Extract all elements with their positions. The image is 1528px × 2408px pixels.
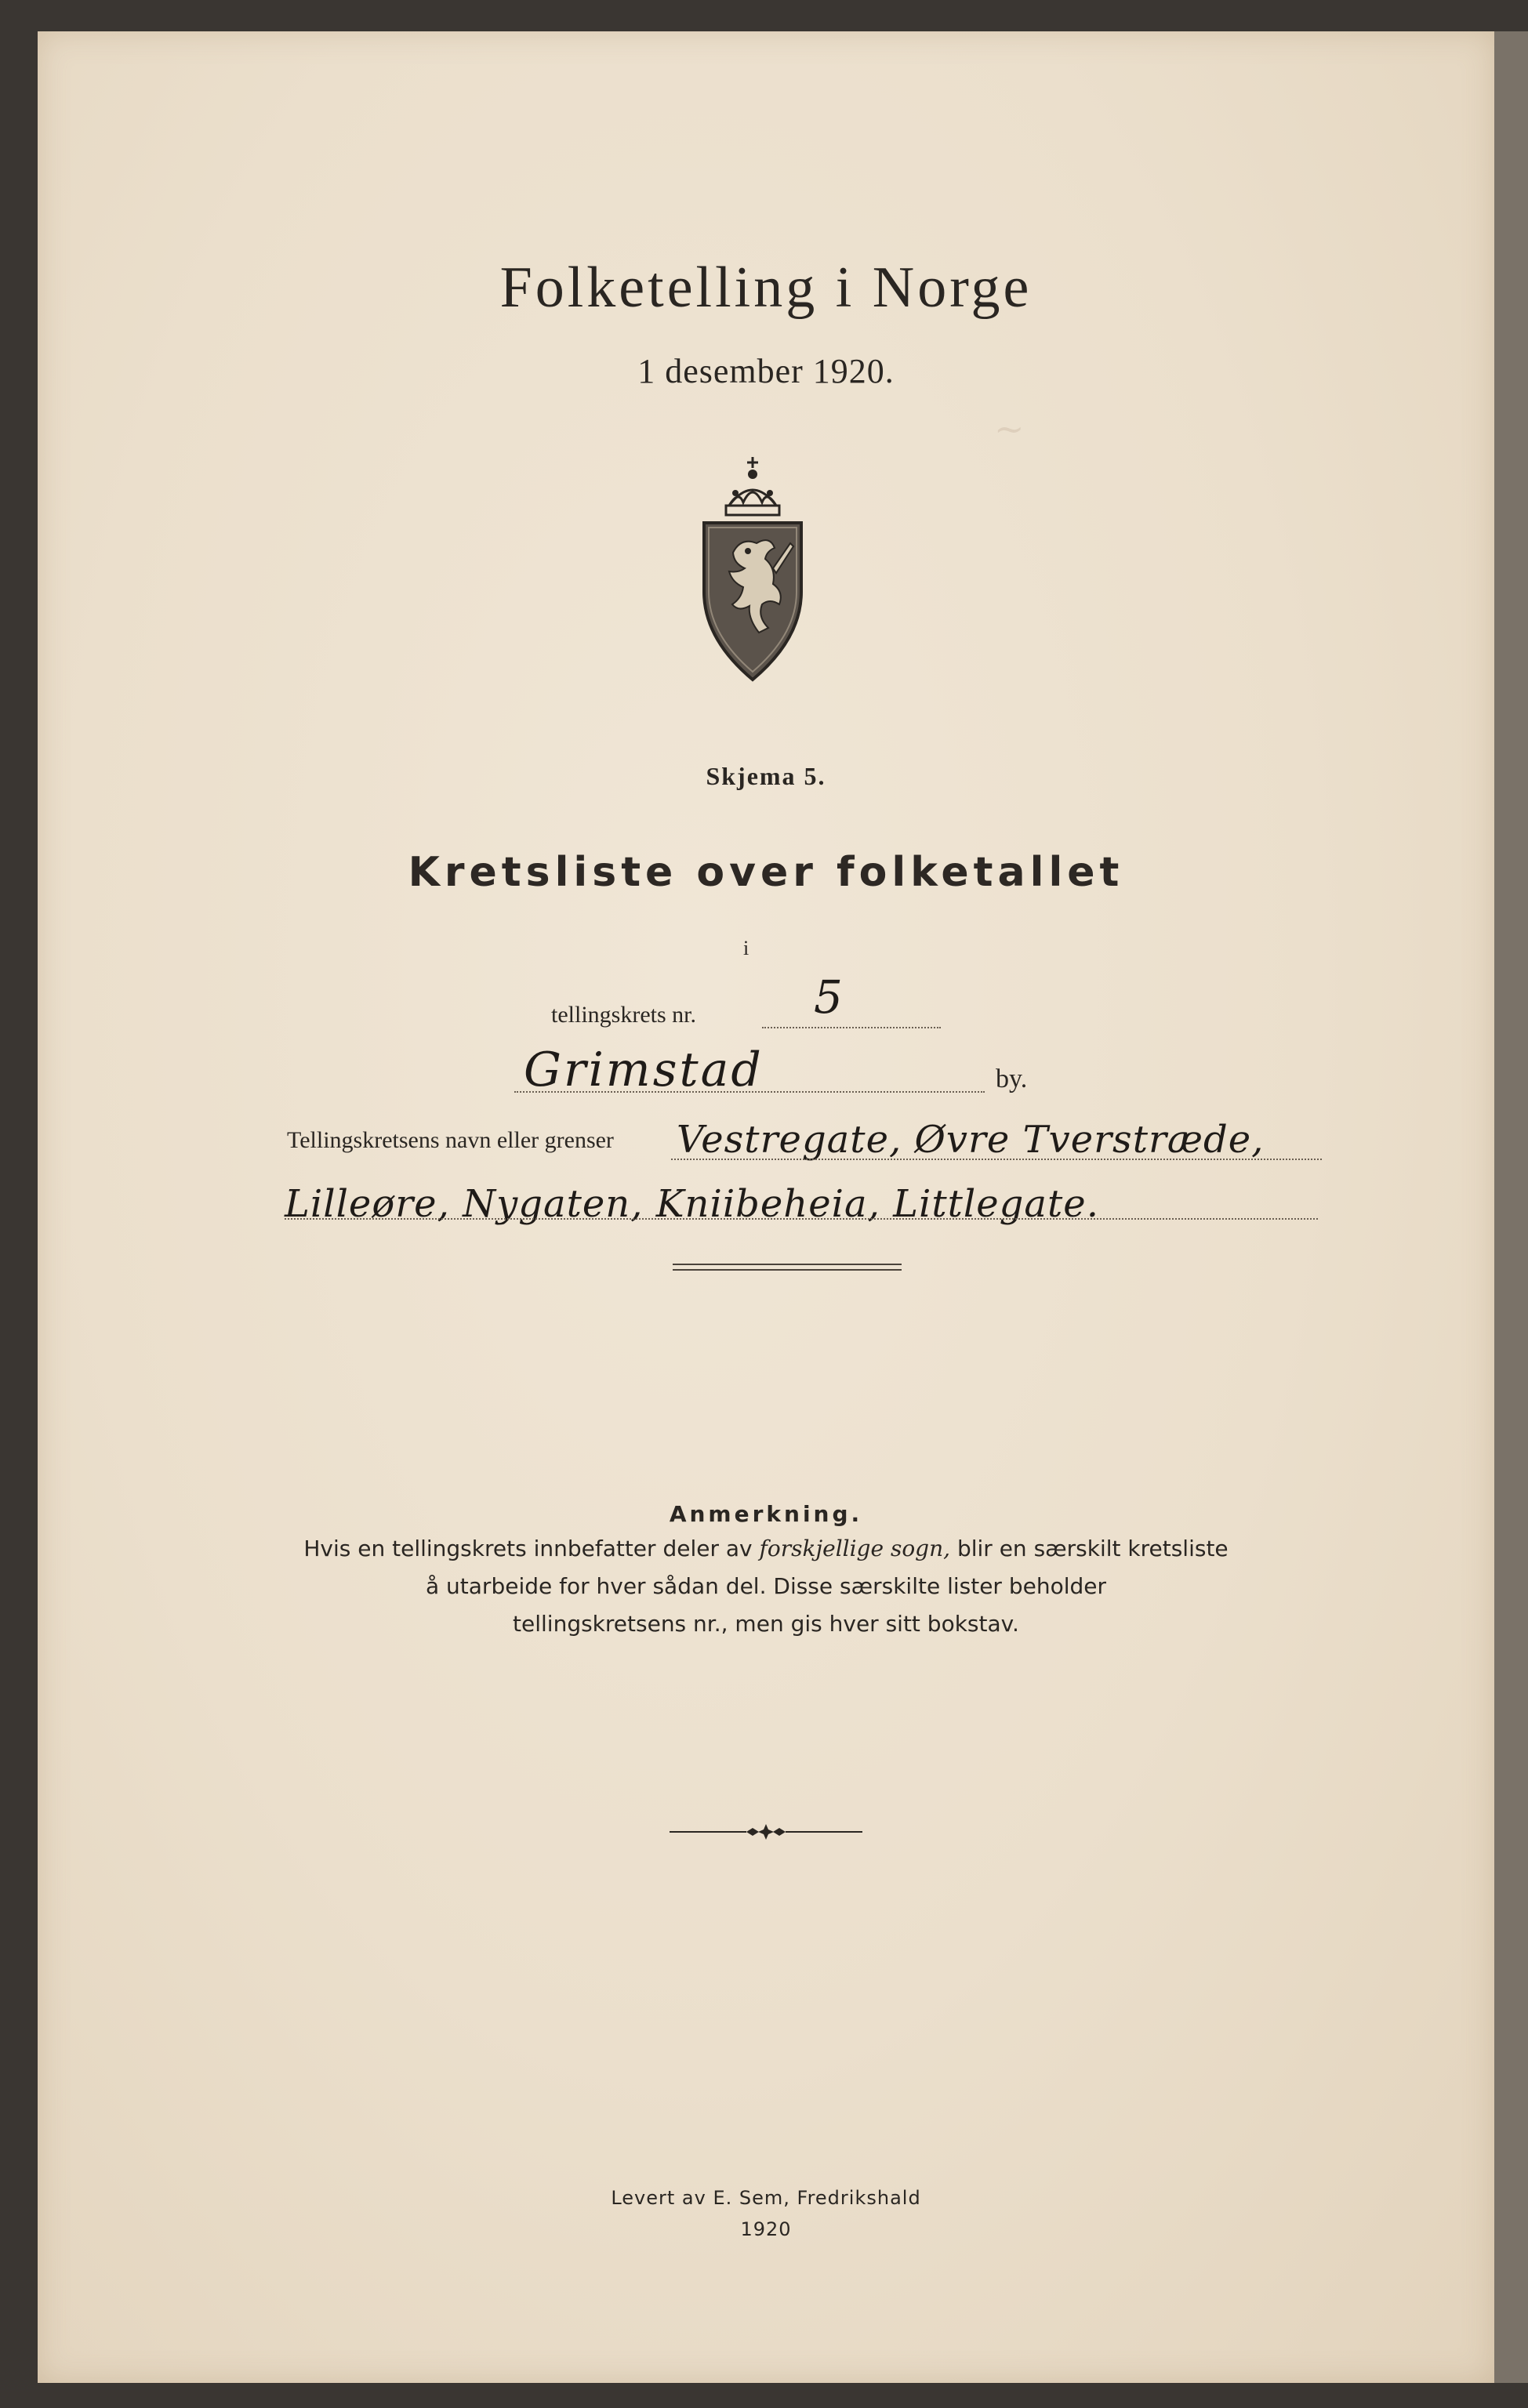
bleed-through-text: ~ [994, 408, 1025, 450]
printer-line-2: 1920 [740, 2218, 792, 2240]
remark-heading: Anmerkning. [669, 1501, 863, 1527]
remark-line-1-emphasis: forskjellige sogn, [759, 1536, 951, 1561]
boundaries-line2 [285, 1218, 1318, 1220]
schema-number: Skjema 5. [706, 762, 826, 790]
remark-body [296, 1530, 1236, 1643]
page-edge-shadow [1494, 31, 1528, 2383]
remark-line-1-start: Hvis en tellingskrets innbefatter deler av [303, 1536, 760, 1561]
remark-line-1 [296, 1530, 1236, 1568]
district-number-label: tellingskrets nr. [551, 1002, 696, 1028]
printer-imprint [38, 2182, 1494, 2245]
preposition-label: i [743, 937, 749, 959]
remark-line-1-end: blir en særskilt kretsliste [950, 1536, 1229, 1561]
form-heading: Kretsliste over folketallet [408, 849, 1124, 896]
boundaries-label: Tellingskretsens navn eller grenser [287, 1127, 614, 1153]
city-suffix: by. [996, 1064, 1028, 1093]
form-title: Folketelling i Norge [499, 256, 1033, 320]
city-name-value: Grimstad [524, 1043, 764, 1097]
census-form-sheet [38, 31, 1494, 2383]
remark-line-2: å utarbeide for hver sådan del. Disse særskilte lister beholder [425, 1573, 1107, 1599]
remark-line-3: tellingskretsens nr., men gis hver sitt bokstav. [513, 1611, 1019, 1637]
district-number-value: 5 [814, 970, 843, 1024]
printer-line-1: Levert av E. Sem, Fredrikshald [611, 2187, 921, 2209]
city-name-line [514, 1091, 985, 1093]
boundaries-value-line2: Lilleøre, Nygaten, Kniibeheia, Littlegate. [285, 1182, 1099, 1226]
census-date: 1 desember 1920. [637, 352, 895, 390]
norwegian-coat-of-arms-icon [698, 451, 808, 686]
ornament-divider-icon [668, 1820, 864, 1844]
district-number-line [762, 1027, 941, 1028]
boundaries-value-line1: Vestregate, Øvre Tverstræde, [677, 1118, 1265, 1162]
double-rule-divider [673, 1264, 902, 1271]
boundaries-line1 [671, 1159, 1322, 1160]
